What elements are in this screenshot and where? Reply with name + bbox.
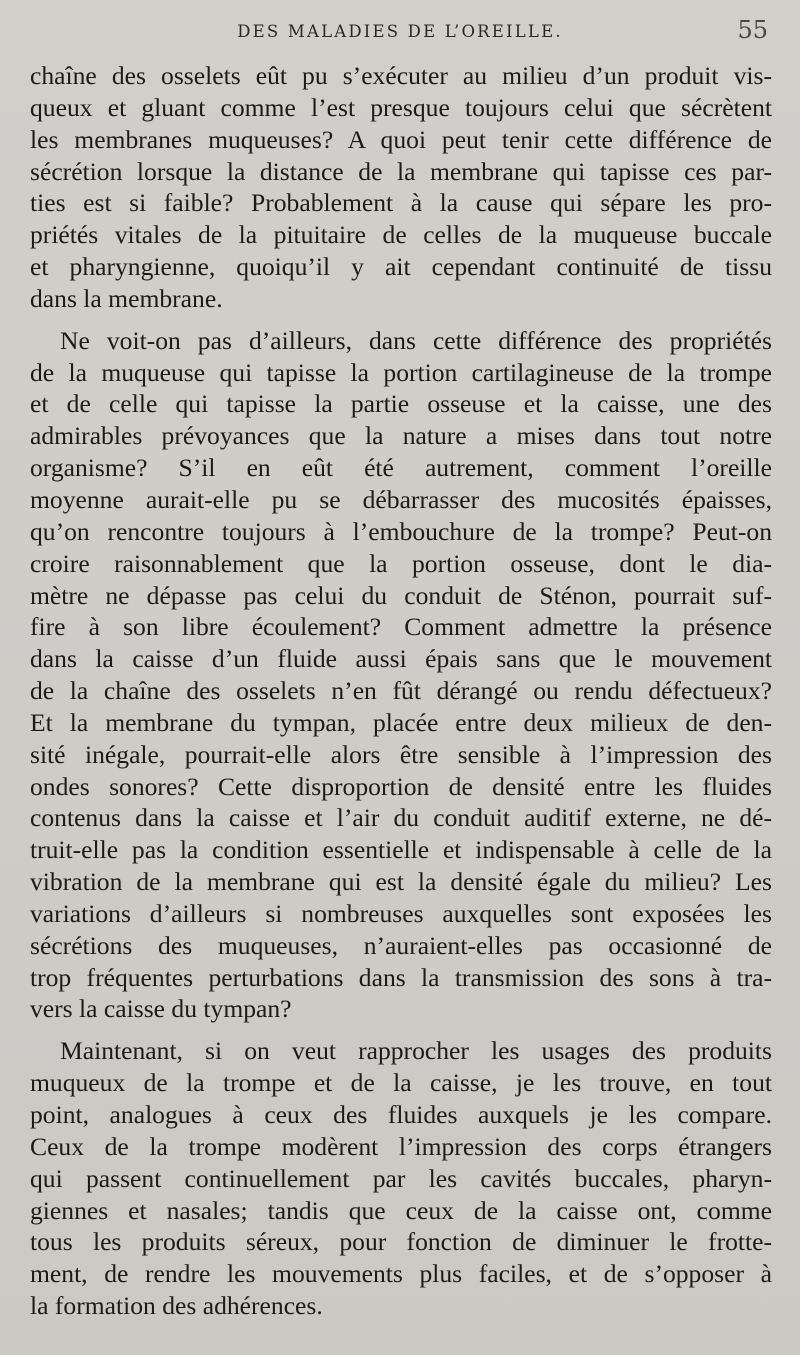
text-line: variations d’ailleurs si nombreuses auxquelles sont exposées les (30, 898, 772, 928)
text-line: point, analogues à ceux des fluides auxquels je les compare. (30, 1100, 772, 1129)
text-line: les membranes muqueuses? A quoi peut tenir cette différence de (30, 124, 772, 154)
text-line: organisme? S’il en eût été autrement, comment l’oreille (30, 453, 772, 483)
text-line: dans la caisse d’un fluide aussi épais sans que le mouvement (30, 644, 772, 674)
text-line: ment, de rendre les mouvements plus faciles, et de s’opposer à (30, 1259, 772, 1289)
text-line: ondes sonores? Cette disproportion de densité entre les fluides (30, 771, 772, 801)
text-line: Et la membrane du tympan, placée entre deux milieux de den- (30, 707, 772, 737)
paragraph-2 (30, 325, 772, 1026)
text-line: sécrétion lorsque la distance de la membrane qui tapisse ces par- (30, 156, 772, 186)
text-line: la formation des adhérences. (30, 1291, 323, 1321)
text-line: sécrétions des muqueuses, n’auraient-elles pas occasionné de (30, 930, 772, 960)
text-line: admirables prévoyances que la nature a mises dans tout notre (30, 421, 772, 451)
paragraph-3 (30, 1035, 772, 1322)
text-line: Ceux de la trompe modèrent l’impression des corps étrangers (30, 1131, 772, 1161)
text-line: de la chaîne des osselets n’en fût dérangé ou rendu défectueux? (30, 676, 772, 706)
text-line: muqueux de la trompe et de la caisse, je les trouve, en tout (30, 1068, 772, 1098)
text-line: Maintenant, si on veut rapprocher les usages des produits (60, 1036, 772, 1066)
paragraph-1 (30, 60, 772, 315)
text-line: trop fréquentes perturbations dans la transmission des sons à tra- (30, 962, 772, 992)
text-line: dans la membrane. (30, 283, 223, 313)
text-line: vibration de la membrane qui est la densité égale du milieu? Les (30, 867, 772, 897)
text-line: tous les produits séreux, pour fonction de diminuer le frotte- (30, 1227, 772, 1257)
text-line: giennes et nasales; tandis que ceux de la caisse ont, comme (30, 1195, 772, 1225)
text-line: chaîne des osselets eût pu s’exécuter au milieu d’un produit vis- (30, 61, 772, 90)
text-line: de la muqueuse qui tapisse la portion cartilagineuse de la trompe (30, 357, 772, 387)
text-line: Ne voit-on pas d’ailleurs, dans cette différence des propriétés (60, 325, 772, 355)
text-line: fire à son libre écoulement? Comment admettre la présence (30, 612, 772, 642)
text-line: sité inégale, pourrait-elle alors être sensible à l’impression des (30, 739, 772, 769)
text-line: vers la caisse du tympan? (30, 994, 292, 1024)
text-line: contenus dans la caisse et l’air du conduit auditif externe, ne dé- (30, 803, 772, 833)
text-line: queux et gluant comme l’est presque toujours celui que sécrètent (30, 92, 772, 122)
text-line: truit-elle pas la condition essentielle et indispensable à celle de la (30, 835, 772, 865)
text-line: qu’on rencontre toujours à l’embouchure de la trompe? Peut-on (30, 516, 772, 546)
text-line: mètre ne dépasse pas celui du conduit de Sténon, pourrait suf- (30, 580, 772, 610)
page-header (0, 16, 800, 52)
text-line: qui passent continuellement par les cavités buccales, pharyn- (30, 1163, 772, 1193)
text-line: croire raisonnablement que la portion osseuse, dont le dia- (30, 548, 772, 578)
text-line: et de celle qui tapisse la partie osseuse et la caisse, une des (30, 389, 772, 419)
text-line: ties est si faible? Probablement à la cause qui sépare les pro- (30, 188, 772, 218)
body-text (30, 60, 772, 1332)
text-line: et pharyngienne, quoiqu’il y ait cependant continuité de tissu (30, 252, 772, 282)
page-number: 55 (737, 16, 768, 44)
text-line: priétés vitales de la pituitaire de celles de la muqueuse buccale (30, 220, 772, 250)
text-line: moyenne aurait-elle pu se débarrasser des mucosités épaisses, (30, 484, 772, 514)
running-title: DES MALADIES DE L’OREILLE. (237, 22, 563, 41)
